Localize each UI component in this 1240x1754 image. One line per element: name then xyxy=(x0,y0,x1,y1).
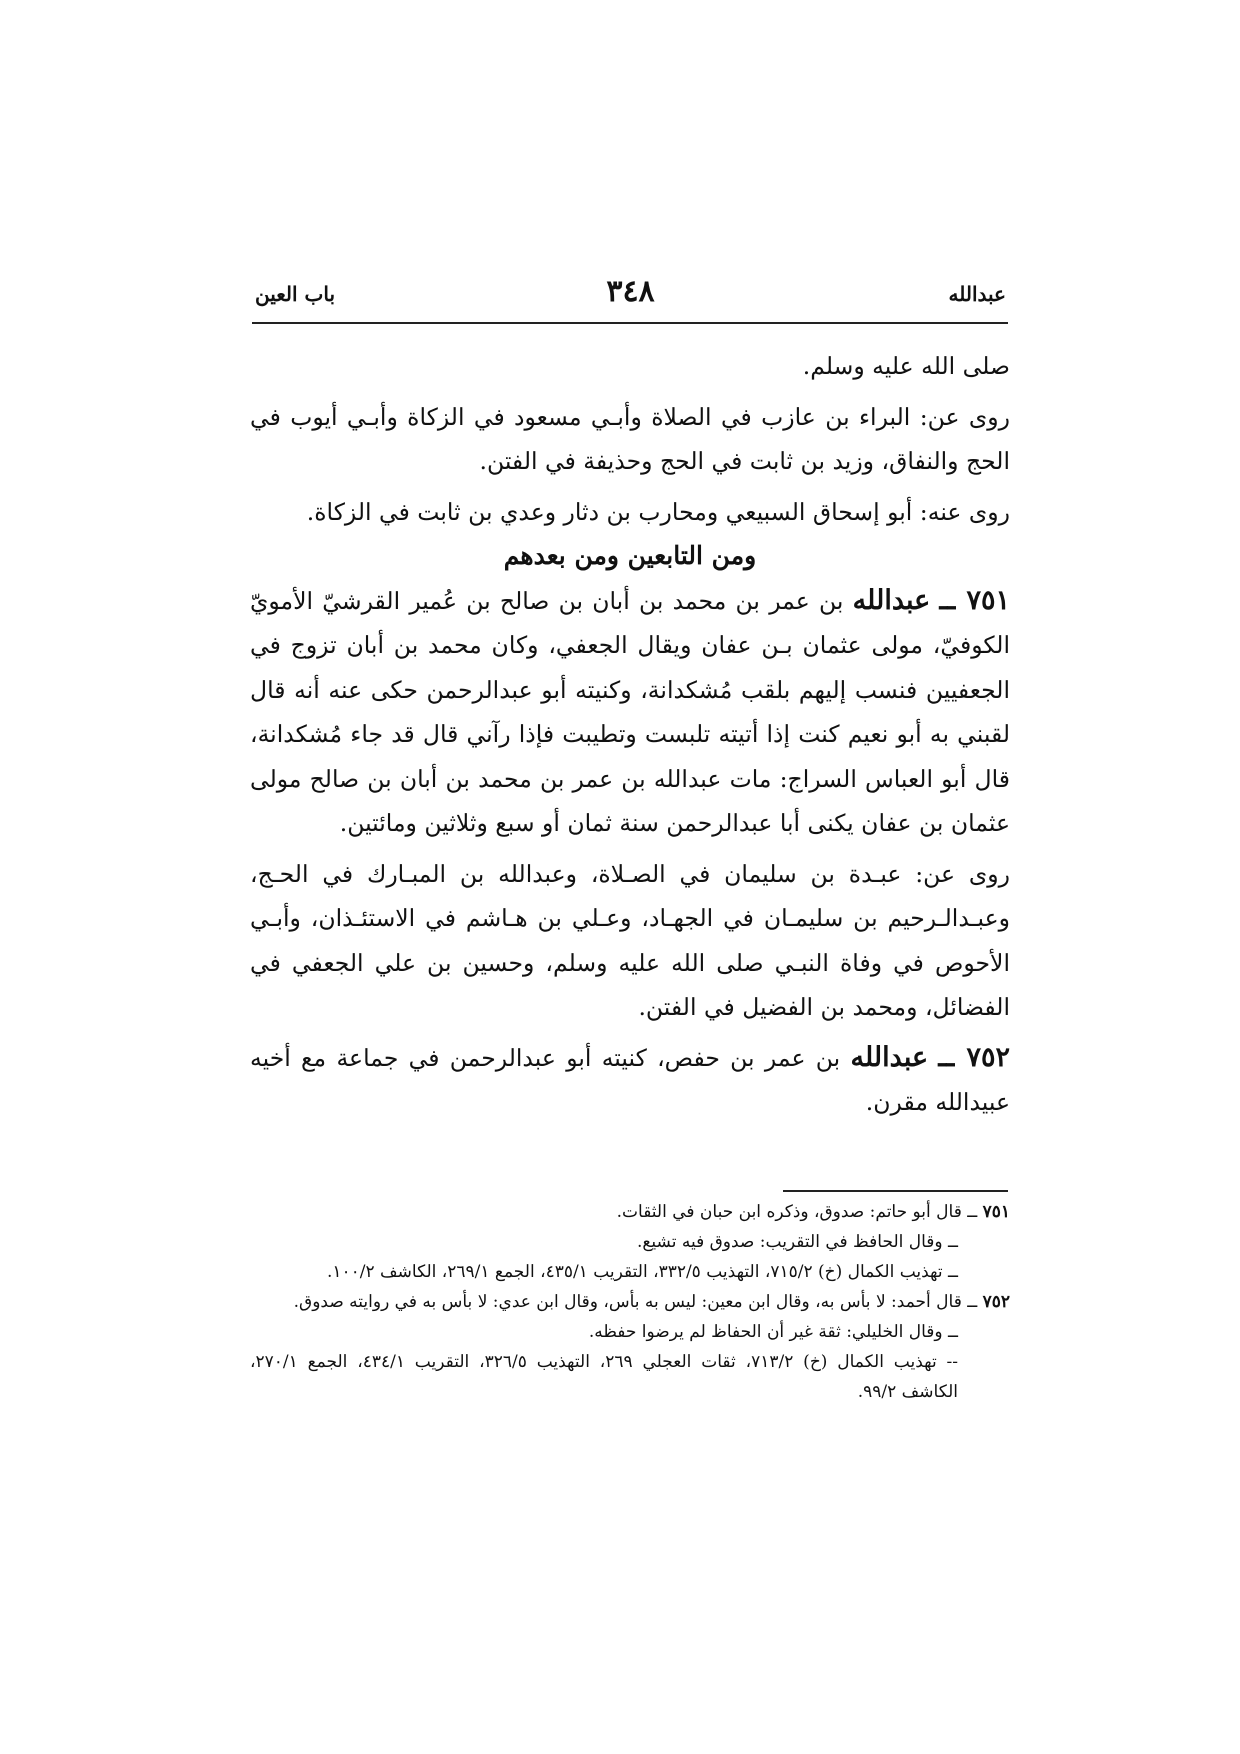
paragraph-continuation: صلى الله عليه وسلم. xyxy=(802,352,1010,380)
running-head-entry-name: عبدالله xyxy=(948,282,1006,306)
footnote-751-line3: ــ تهذيب الكمال (خ) ٧١٥/٢، التهذيب ٣٣٢/٥، التقريب ٤٣٥/١، الجمع ٢٦٩/١، الكاشف ١٠٠/٢. xyxy=(326,1262,958,1282)
running-head xyxy=(255,274,1006,318)
paragraph-narrated-from: روى عن: البراء بن عازب في الصلاة وأبـي مسعود في الزكاة وأبـي أيوب في الحج والنفاق، وزيد بن ثابت في الحج وحذيفة في الفتن. xyxy=(250,402,1010,475)
footnote-752-line1 xyxy=(250,1287,1010,1317)
entry-751-name: عبدالله xyxy=(852,584,931,616)
header-divider xyxy=(252,322,1008,324)
page-number: ٣٤٨ xyxy=(606,274,655,309)
paragraph-narrated-by: روى عنه: أبو إسحاق السبيعي ومحارب بن دثار وعدي بن ثابت في الزكاة. xyxy=(306,497,1010,526)
footnote-752-text-a: ــ قال أحمد: لا بأس به، وقال ابن معين: ليس به بأس، وقال ابن عدي: لا بأس به في روايته صدوق. xyxy=(293,1292,983,1312)
section-heading: ومن التابعين ومن بعدهم xyxy=(503,541,757,570)
entry-751 xyxy=(250,579,1010,846)
running-head-chapter: باب العين xyxy=(255,282,336,306)
entry-751-number: ٧٥١ ــ xyxy=(939,584,1010,616)
footnote-751-number: ٧٥١ xyxy=(982,1202,1010,1222)
footnote-divider xyxy=(783,1190,1008,1192)
footnote-752-line3: -- تهذيب الكمال (خ) ٧١٣/٢، ثقات العجلي ٢٦٩، التهذيب ٣٢٦/٥، التقريب ٤٣٤/١، الجمع ٢٧٠/١، الكاشف ٩٩/٢. xyxy=(250,1352,959,1402)
main-text xyxy=(250,344,1010,1125)
footnote-751-text-a: ــ قال أبو حاتم: صدوق، وذكره ابن حبان في الثقات. xyxy=(616,1202,983,1222)
footnotes xyxy=(250,1197,1010,1407)
entry-752-number: ٧٥٢ ــ xyxy=(938,1041,1010,1073)
footnote-751-line1 xyxy=(250,1197,1010,1227)
footnote-752-line2: ــ وقال الخليلي: ثقة غير أن الحفاظ لم يرضوا حفظه. xyxy=(588,1322,958,1342)
entry-752-text: بن عمر بن حفص، كنيته أبو عبدالرحمن في جماعة مع أخيه عبيدالله مقرن. xyxy=(250,1043,1010,1116)
entry-752 xyxy=(250,1036,1010,1125)
entry-752-name: عبدالله xyxy=(850,1041,929,1073)
footnote-751-line2: ــ وقال الحافظ في التقريب: صدوق فيه تشيع. xyxy=(636,1232,958,1252)
footnote-752-number: ٧٥٢ xyxy=(982,1292,1010,1312)
paragraph-751-narrated-from: روى عن: عبـدة بن سليمان في الصـلاة، وعبدالله بن المبـارك في الحـج، وعبـدالـرحيم بن سليمـان في الجهـاد، وعـلي بن هـاشم في الاستئـذان، وأبـي الأحوص في وفاة النبـي صلى الله عليه وسلم، وحسين بن علي الجعفي في الفضائل، ومحمد بن الفضيل في الفتن. xyxy=(250,859,1010,1021)
entry-751-text: بن عمر بن محمد بن أبان بن صالح بن عُمير القرشيّ الأمويّ الكوفيّ، مولى عثمان بـن عفان ويقال الجعفي، وكان محمد بن أبان تزوج في الجعفيين فنسب إليهم بلقب مُشكدانة، وكنيته أبو عبدالرحمن حكى عنه أنه قال لقبني به أبو نعيم كنت إذا أتيته تلبست وتطيبت فإذا رآني قال قد جاء مُشكدانة، قال أبو العباس السراج: مات عبدالله بن عمر بن محمد بن أبان بن صالح مولى عثمان بن عفان يكنى أبا عبدالرحمن سنة ثمان أو سبع وثلاثين ومائتين. xyxy=(250,586,1010,837)
